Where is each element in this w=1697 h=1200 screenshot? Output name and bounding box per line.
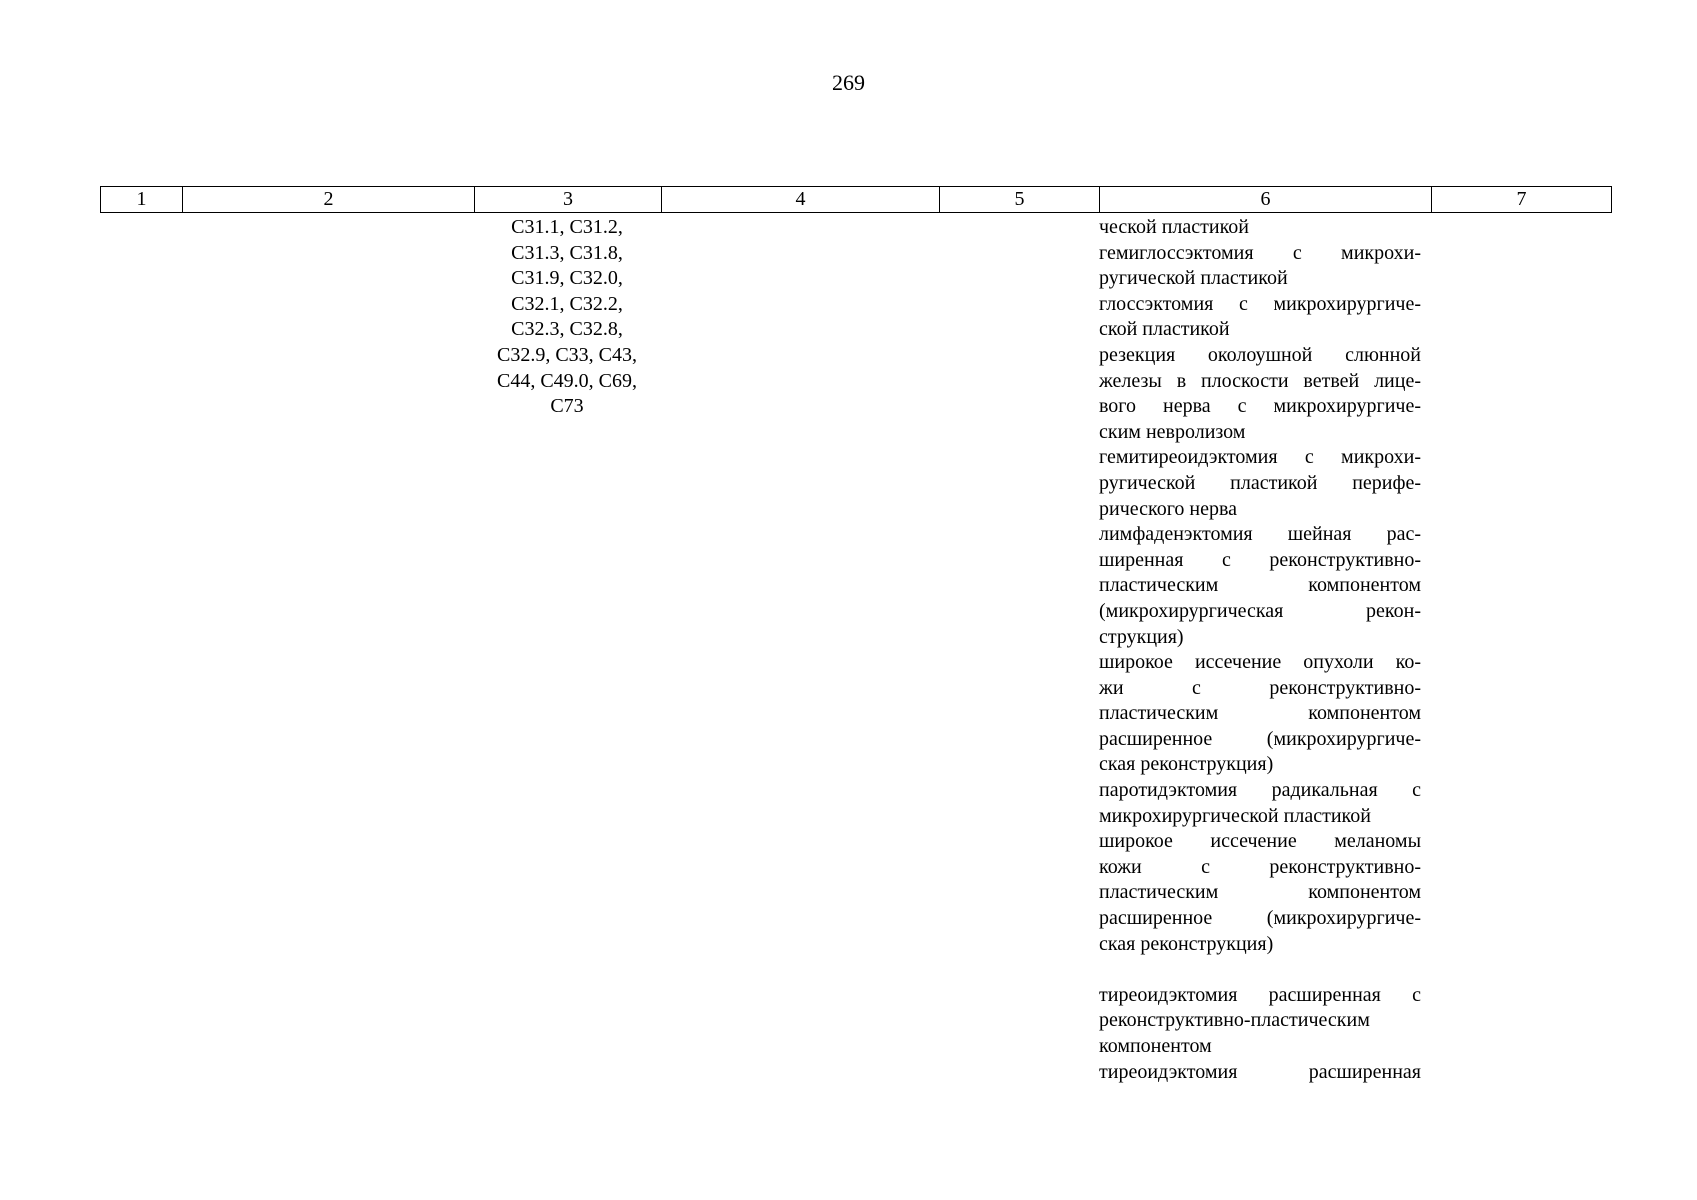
procedure-line: тиреоидэктомия расширенная с <box>1099 983 1421 1006</box>
procedure-line: паротидэктомия радикальная с <box>1099 779 1421 802</box>
procedure-line: микрохирургической пластикой <box>1099 804 1371 827</box>
procedure-line: широкое иссечение опухоли ко- <box>1099 651 1421 674</box>
procedure-line: ская реконструкция) <box>1099 753 1274 776</box>
procedure-line: гемиглоссэктомия с микрохи- <box>1099 241 1421 264</box>
diagnosis-codes-cell <box>474 215 660 420</box>
code-line: C32.9, C33, C43, <box>496 343 638 366</box>
procedure-line: железы в плоскости ветвей лице- <box>1099 369 1421 392</box>
procedure-line: кожи с реконструктивно- <box>1099 855 1421 878</box>
procedure-line: резекция околоушной слюнной <box>1099 343 1421 366</box>
header-cell-3: 3 <box>475 187 662 212</box>
procedure-line: пластическим компонентом <box>1099 574 1421 597</box>
code-line: C44, C49.0, C69, <box>496 369 638 392</box>
procedure-line: широкое иссечение меланомы <box>1099 830 1421 853</box>
procedure-line: рического нерва <box>1099 497 1238 520</box>
procedure-line: реконструктивно-пластическим <box>1099 1009 1370 1032</box>
code-line: C31.1, C31.2, <box>511 216 623 238</box>
page-number: 269 <box>832 70 865 95</box>
procedure-line: пластическим компонентом <box>1099 881 1421 904</box>
treatment-methods-cell <box>1099 215 1421 1085</box>
procedure-line: гемитиреоидэктомия с микрохи- <box>1099 446 1421 469</box>
procedure-line: струкция) <box>1099 625 1184 648</box>
procedure-line <box>1099 957 1421 983</box>
procedure-line: глоссэктомия с микрохирургиче- <box>1099 292 1421 315</box>
procedure-line: вого нерва с микрохирургиче- <box>1099 395 1421 418</box>
procedure-line: пластическим компонентом <box>1099 702 1421 725</box>
procedure-line: жи с реконструктивно- <box>1099 676 1421 699</box>
procedure-line: ругической пластикой <box>1099 267 1288 290</box>
procedure-line: расширенное (микрохирургиче- <box>1099 727 1421 750</box>
code-line: C31.9, C32.0, <box>511 267 623 290</box>
procedure-line: ской пластикой <box>1099 318 1230 341</box>
header-cell-1: 1 <box>101 187 183 212</box>
procedure-line: компонентом <box>1099 1035 1212 1057</box>
header-cell-6: 6 <box>1100 187 1432 212</box>
code-line: C73 <box>550 395 584 418</box>
procedure-line: тиреоидэктомия расширенная <box>1099 1060 1421 1083</box>
code-line: C32.1, C32.2, <box>511 292 623 315</box>
procedure-line: (микрохирургическая рекон- <box>1099 599 1421 622</box>
procedure-line: лимфаденэктомия шейная рас- <box>1099 523 1421 546</box>
header-cell-4: 4 <box>662 187 940 212</box>
procedure-line: ским невролизом <box>1099 420 1246 443</box>
procedure-line: ческой пластикой <box>1099 216 1249 238</box>
procedure-line: ская реконструкция) <box>1099 932 1274 955</box>
header-cell-5: 5 <box>940 187 1100 212</box>
table-header-row <box>100 186 1612 213</box>
procedure-line: расширенное (микрохирургиче- <box>1099 907 1421 930</box>
procedure-line: ругической пластикой перифе- <box>1099 471 1421 494</box>
code-line: C32.3, C32.8, <box>511 318 623 341</box>
procedure-line: ширенная с реконструктивно- <box>1099 548 1421 571</box>
header-cell-7: 7 <box>1516 188 1527 210</box>
header-cell-2: 2 <box>183 187 475 212</box>
code-line: C31.3, C31.8, <box>511 241 623 264</box>
